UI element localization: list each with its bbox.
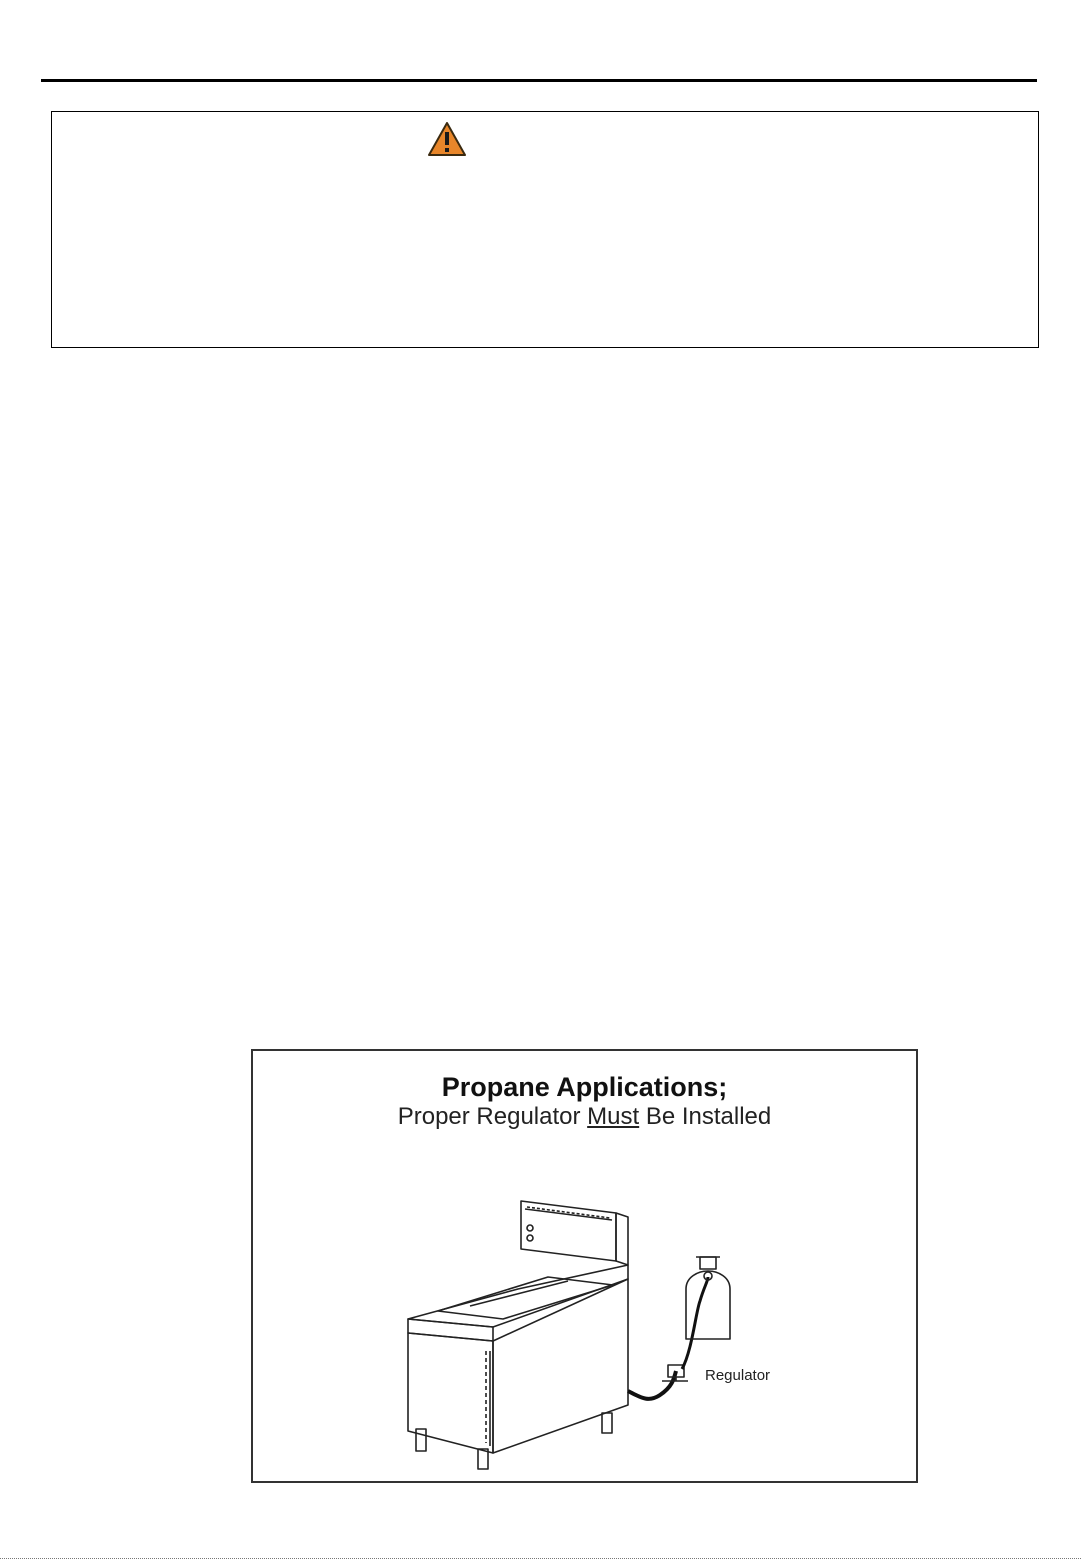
subtitle-after: Be Installed <box>639 1103 772 1130</box>
propane-figure <box>251 1049 918 1483</box>
fryer-illustration <box>378 1191 798 1471</box>
regulator-label: Regulator <box>705 1367 771 1384</box>
subtitle-before: Proper Regulator <box>397 1103 588 1130</box>
figure-title: Propane Applications; <box>441 1072 728 1102</box>
propane-tank-icon <box>686 1257 730 1339</box>
fryer-cabinet <box>408 1279 628 1453</box>
figure-subtitle <box>253 1103 916 1131</box>
warning-box <box>51 111 1039 348</box>
flue-riser <box>521 1201 628 1265</box>
warning-triangle-icon <box>427 121 467 157</box>
footer-rule <box>0 1558 1081 1560</box>
header-rule <box>41 79 1037 82</box>
subtitle-emphasis: Must <box>587 1103 640 1130</box>
